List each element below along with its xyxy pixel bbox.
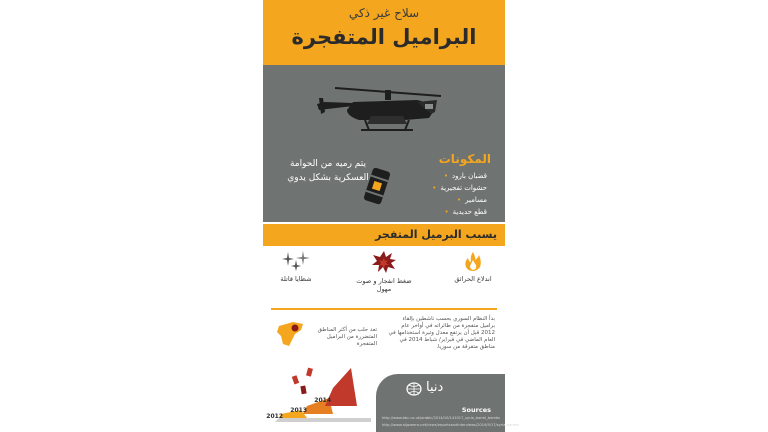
fire-icon [462, 250, 484, 272]
chart-year-2013: 2013 [290, 407, 307, 414]
sources-label: Sources [461, 406, 491, 414]
source-link[interactable]: http://www.aljazeera.net/news/reportsandinterviews/2014/9/17/syria-barrels [382, 423, 520, 427]
list-item: قضبان بارود • [432, 170, 487, 182]
components-title: المكونات [438, 152, 491, 166]
explosion-icon [371, 250, 397, 274]
header-title: البراميل المتفجرة [291, 25, 477, 49]
helicopter-icon [313, 82, 463, 142]
aleppo-paragraph: تعد حلب من أكثر المناطق المتضررة من البراميل المتفجرة [317, 327, 377, 347]
helicopter-caption: يتم رميه من الحوامة العسكرية بشكل يدوي [287, 159, 369, 183]
list-item: مسامير • [432, 194, 487, 206]
source-link[interactable]: http://www.bbc.co.uk/arabic/2014/10/141017_syria_barrel_bombs [382, 416, 501, 420]
list-item: قطع حديدية • [432, 206, 487, 218]
barrel-icon [364, 165, 390, 207]
globe-logo-icon [406, 382, 422, 396]
infographic-poster [263, 0, 520, 432]
chart-year-2012: 2012 [266, 413, 283, 420]
history-paragraph: بدأ النظام السوري بحسب ناشطين بإلقاء براميل متفجرة من طائراته في أواخر عام 2012 قبل أن يرتفع معدل وتيرة استخدامها في العام الماضي في فبراير/ شباط 2014 في مناطق متفرقة من سوريا. [388, 316, 495, 350]
syria-map-icon [275, 320, 305, 348]
section-divider [271, 308, 497, 310]
header-subtitle: سلاح غير ذكي [348, 6, 420, 20]
shrapnel-icon [281, 250, 311, 272]
effects-row [263, 248, 505, 306]
brand-logo: دنيا [426, 380, 444, 395]
years-bar-graphic [266, 362, 373, 424]
footer-panel [376, 374, 520, 432]
list-item: حشوات تفجيرية • [432, 182, 487, 194]
chart-year-2014: 2014 [314, 397, 331, 404]
effect-shrapnel-label: شظايا قاتلة [280, 275, 312, 283]
effect-blast-label: ضغط انفجار و صوت مهول [356, 277, 412, 293]
header-band [263, 0, 505, 65]
components-list [432, 170, 487, 218]
effect-fire [453, 248, 493, 283]
effect-blast [353, 248, 415, 293]
causes-band [263, 224, 505, 246]
effect-fire-label: اندلاع الحرائق [454, 275, 492, 283]
effect-shrapnel [273, 248, 319, 283]
causes-title: يسبب البرميل المتفجر [375, 228, 497, 241]
